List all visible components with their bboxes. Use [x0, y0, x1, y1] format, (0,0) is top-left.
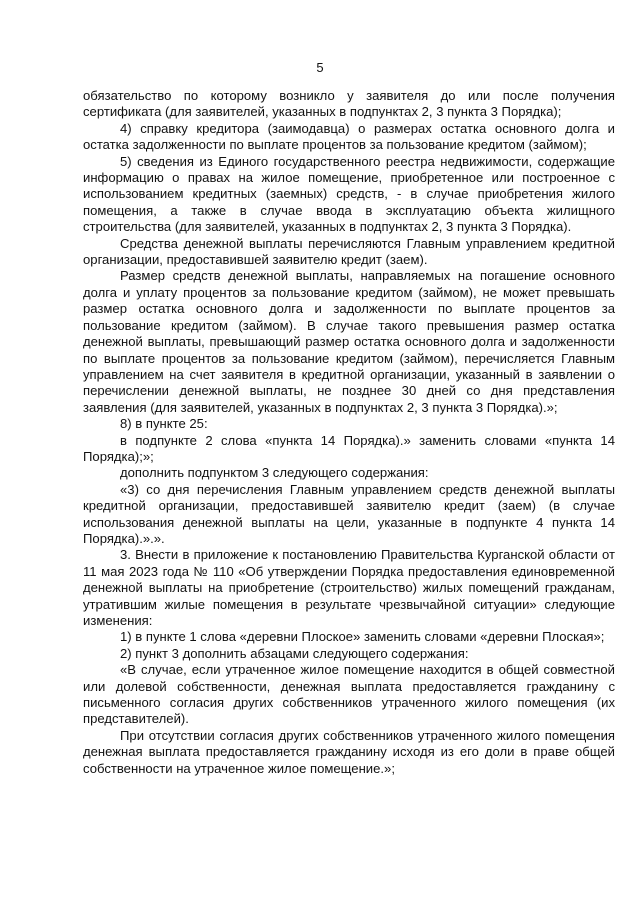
- paragraph: 8) в пункте 25:: [120, 416, 208, 432]
- paragraph: При отсутствии согласия других собственников утраченного жилого помещения денежная выплата предоставляется гражданину исходя из его доли в праве общей собственности на утраченное жилое помещение.»;: [83, 727, 615, 776]
- paragraph: 2) пункт 3 дополнить абзацами следующего содержания:: [120, 645, 469, 661]
- paragraph: Средства денежной выплаты перечисляются Главным управлением кредитной организации, предоставившей заявителю кредит (заем).: [83, 235, 615, 268]
- paragraph: 5) сведения из Единого государственного реестра недвижимости, содержащие информацию о правах на жилое помещение, приобретенное или построенное с использованием кредитных (заемных) средств, - в случае приобретения жилого помещения, а также в случае ввода в эксплуатацию объекта жилищного строительства (для заявителей, указанных в подпунктах 2, 3 пункта 3 Порядка).: [83, 153, 615, 235]
- paragraph: дополнить подпунктом 3 следующего содержания:: [120, 465, 429, 481]
- paragraph: в подпункте 2 слова «пункта 14 Порядка).» заменить словами «пункта 14 Порядка);»;: [83, 432, 615, 464]
- paragraph: «В случае, если утраченное жилое помещение находится в общей совместной или долевой собственности, денежная выплата предоставляется гражданину с письменного согласия других собственников утраченного жилого помещения (их представителей).: [83, 662, 615, 727]
- paragraph: 1) в пункте 1 слова «деревни Плоское» заменить словами «деревни Плоская»;: [120, 629, 605, 645]
- paragraph: обязательство по которому возникло у заявителя до или после получения сертификата (для заявителей, указанных в подпунктах 2, 3 пункта 3 Порядка);: [83, 88, 615, 120]
- paragraph: «3) со дня перечисления Главным управлением средств денежной выплаты кредитной организации, предоставившей заявителю кредит (заем) (в случае использования денежной выплаты на цели, указанные в подпункте 4 пункта 14 Порядка).».».: [83, 481, 615, 546]
- paragraph: Размер средств денежной выплаты, направляемых на погашение основного долга и уплату процентов за пользование кредитом (займом), не может превышать размер остатка основного долга и задолженности по выплате процентов за пользование кредитом (займом). В случае такого превышения размер остатка денежной выплаты, превышающий размер остатка основного долга и задолженности по выплате процентов за пользование кредитом (займом), перечисляется Главным управлением на счет заявителя в кредитной организации, указанный в заявлении о перечислении денежной выплаты, не позднее 30 дней со дня представления заявления (для заявителей, указанных в подпунктах 2, 3 пункта 3 Порядка).»;: [83, 268, 615, 415]
- paragraph: 3. Внести в приложение к постановлению Правительства Курганской области от 11 мая 2023 года № 110 «Об утверждении Порядка предоставления единовременной денежной выплаты на приобретение (строительство) жилых помещений гражданам, утратившим жилые помещения в результате чрезвычайной ситуации» следующие изменения:: [83, 547, 615, 628]
- page-number: 5: [316, 60, 324, 75]
- document-body: [83, 88, 615, 777]
- paragraph: 4) справку кредитора (заимодавца) о размерах остатка основного долга и остатка задолженности по выплате процентов за пользование кредитом (займом);: [83, 120, 615, 153]
